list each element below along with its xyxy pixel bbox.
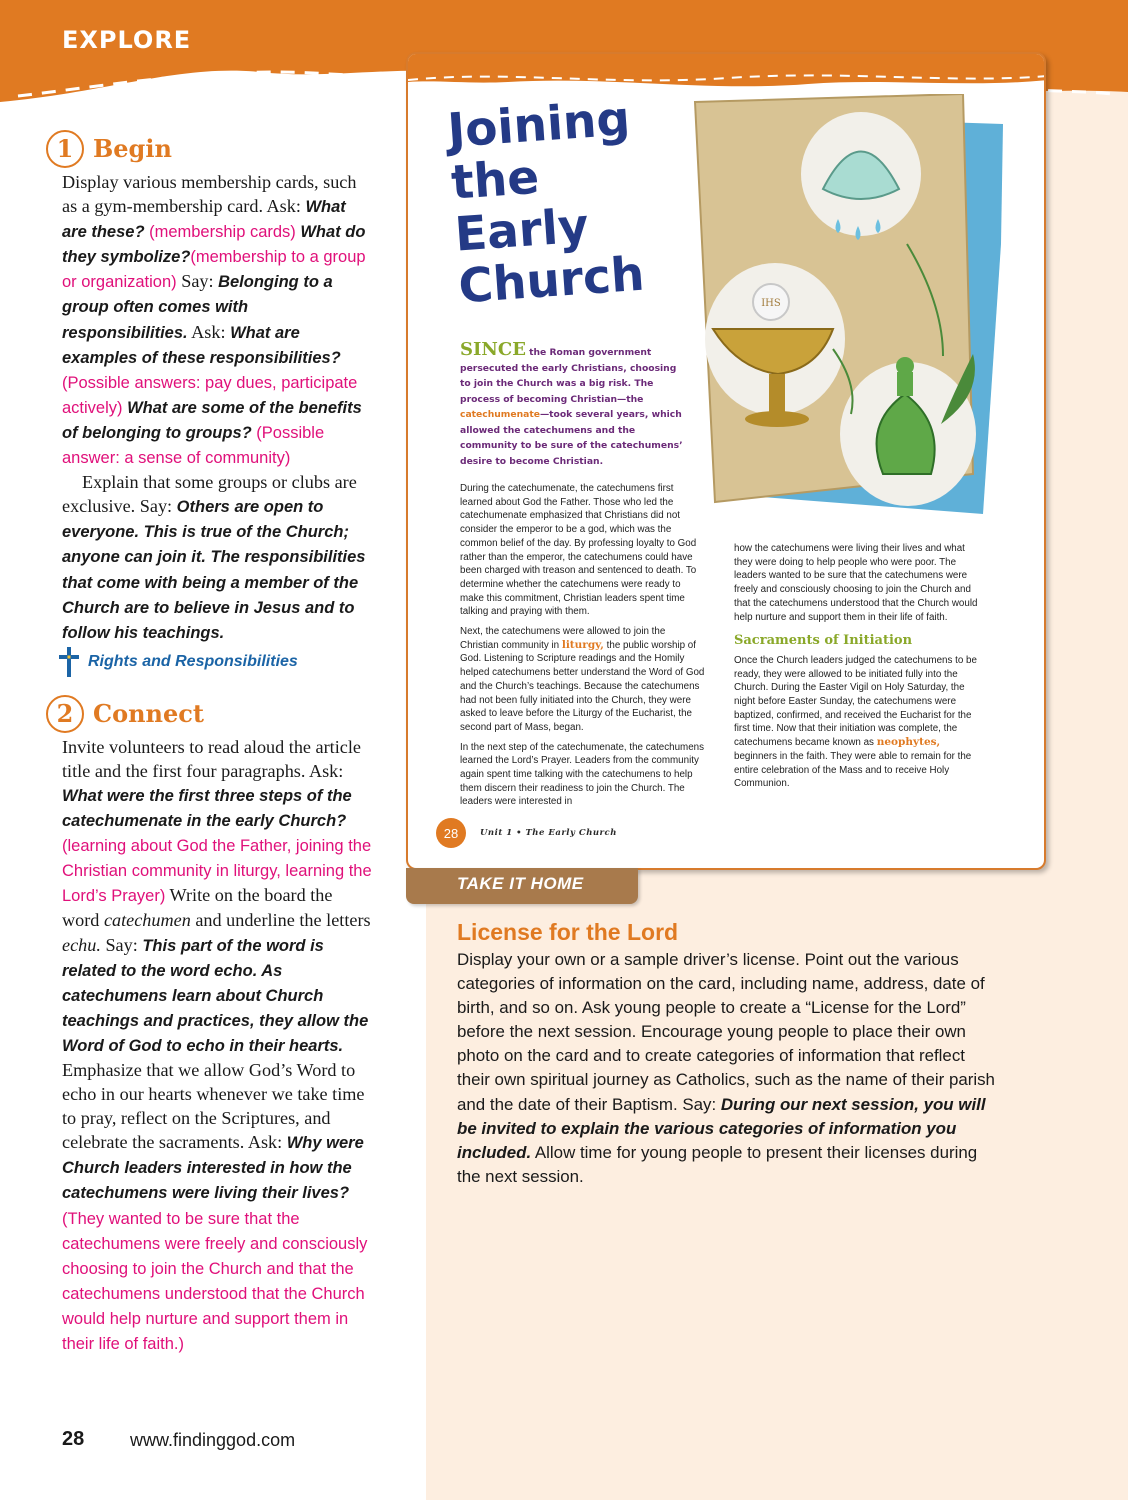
connect-question: Why were Church leaders interested in how the catechumens were living their lives? <box>62 1134 364 1203</box>
begin-question: Belonging to a group often comes with responsibilities. <box>62 273 333 342</box>
host-label: IHS <box>761 298 781 309</box>
title-line: the <box>449 149 541 211</box>
sacraments-illustration <box>683 94 1013 514</box>
chalice-base <box>745 411 809 427</box>
article-paragraph: During the catechumenate, the catechumens first learned about God the Father. Those who led the catechumenate emphasized that Christians did not consider the emperor to be a god, which was the common belief of the day. By professing loyalty to God rather than the emperor, the catechumens could have been charged with treason and sentenced to death. To determine whether the catechumens were ready to make this commitment, Christian leaders spent time talking and praying with them. <box>460 483 697 618</box>
unit-label: Unit 1 • The Early Church <box>480 828 617 838</box>
title-line: Church <box>456 246 647 315</box>
website-link[interactable]: www.findinggod.com <box>130 1430 296 1450</box>
intro-dropcap: SINCE <box>460 339 526 360</box>
rights-label: Rights and Responsibilities <box>88 652 298 670</box>
begin-heading <box>46 130 372 168</box>
connect-title: Connect <box>93 698 204 728</box>
article-text: Next, the catechumens were allowed to join the Christian community in <box>460 626 666 651</box>
connect-heading <box>46 695 372 733</box>
chalice-stem <box>769 374 785 414</box>
article-column-1 <box>460 482 705 815</box>
section-label: EXPLORE <box>62 26 192 54</box>
article-paragraph <box>460 625 705 735</box>
connect-text: Say: <box>105 934 138 955</box>
begin-question: What do they symbolize? <box>62 223 366 267</box>
teacher-notes <box>56 130 372 1356</box>
article-paragraph: how the catechumens were living their lives and what they were doing to help people who were poor. The leaders wanted to be sure that the catechumens were freely and consciously choosing to join the Church and that the catechumens understood that the Church would help nurture and support them in their life of faith. <box>734 543 978 623</box>
activity-text: Allow time for young people to present their licenses during the next session. <box>457 1142 978 1186</box>
begin-text: Explain that some groups or clubs are exclusive. Say: <box>62 472 357 517</box>
article-intro <box>460 339 690 469</box>
key-term: liturgy, <box>561 638 604 651</box>
article-text: Once the Church leaders judged the catechumens to be ready, they were allowed to be initiated fully into the Church. During the Easter Vigil on Holy Saturday, the night before Easter Sunday, the catechumens were baptized, confirmed, and received the Eucharist for the first time. Now that their initiation was complete, the catechumens became known as <box>734 654 977 749</box>
vessel-neck <box>897 372 913 396</box>
begin-answer: (membership to a group or organization) <box>62 248 366 292</box>
vessel-stopper <box>896 357 914 375</box>
title-line: Joining <box>445 91 632 159</box>
begin-text: Say: <box>181 271 214 292</box>
begin-paragraph-2 <box>62 470 372 645</box>
article-text: beginners in the faith. They were able to remain for the entire celebration of the Mass and to receive Holy Communion. <box>734 750 972 790</box>
article-column-2 <box>734 542 979 797</box>
begin-answer: (Possible answers: pay dues, participate actively) <box>62 373 358 417</box>
key-term: neophytes, <box>876 736 941 749</box>
begin-question: Others are open to everyone. This is true of the Church; anyone can join it. The responsibilities that come with being a member of the Church are to believe in Jesus and to follow his teachings. <box>62 498 366 642</box>
take-it-home-label: TAKE IT HOME <box>457 874 584 893</box>
take-it-home-section <box>457 916 1002 1189</box>
begin-answer: (membership cards) <box>149 223 296 242</box>
connect-word: catechumen <box>103 910 191 931</box>
step-number-1: 1 <box>46 130 84 168</box>
step-number-2: 2 <box>46 695 84 733</box>
student-page-number: 28 <box>436 818 466 848</box>
student-page-preview <box>406 52 1046 870</box>
begin-answer: (Possible answer: a sense of community) <box>62 423 325 468</box>
connect-paragraph <box>62 735 372 1356</box>
intro-text: —took several years, which allowed the catechumens and the community to be sure of the catechumens’ desire to become Christian. <box>460 409 683 467</box>
title-line: Early <box>453 198 591 263</box>
page-number: 28 <box>62 1428 85 1450</box>
article-title <box>446 89 700 313</box>
begin-paragraph-1 <box>62 170 372 470</box>
activity-text: Display your own or a sample driver’s license. Point out the various categories of information on the card, including name, address, date of birth, and so on. Ask young people to create a “License for the Lord” before the next session. Encourage young people to place their own photo on the card and to create categories of information that reflect their own spiritual journey as Catholics, such as the name of their parish and the date of their Baptism. Say: <box>457 950 995 1114</box>
connect-answer: (learning about God the Father, joining the Christian community in liturgy, learning the Lord’s Prayer) <box>62 837 372 906</box>
rights-responsibilities-link[interactable] <box>58 647 372 677</box>
connect-word: echu. <box>62 934 101 955</box>
key-term: catechumenate <box>460 409 540 420</box>
connect-text: Write on the board the word <box>62 885 333 931</box>
connect-text: Emphasize that we allow God’s Word to echo in our hearts whenever we take time to pray, reflect on the Scriptures, and celebrate the sacraments. Ask: <box>62 1060 365 1153</box>
begin-title: Begin <box>93 133 172 163</box>
begin-question: What are examples of these responsibilities? <box>62 323 341 367</box>
activity-question: During our next session, you will be invited to explain the various categories of information you included. <box>457 1094 986 1162</box>
article-text: the public worship of God. Listening to Scripture readings and the Homily helped catechumens better understand the Word of God and the Church’s teachings. Because the catechumens had not been fully initiated into the Church, they were asked to leave before the Liturgy of the Eucharist, the second part of Mass, began. <box>460 639 705 733</box>
connect-answer: (They wanted to be sure that the catechumens were freely and consciously choosing to join the Church and that the catechumens understood that the Church would help nurture and support them in their life of faith.) <box>62 1209 368 1354</box>
intro-text: the Roman government persecuted the early Christians, choosing to join the Church was a big risk. The process of becoming Christian—the <box>460 347 677 405</box>
connect-question: What were the first three steps of the catechumenate in the early Church? <box>62 786 352 831</box>
article-paragraph <box>734 654 979 791</box>
activity-paragraph <box>457 948 1002 1189</box>
article-subheading: Sacraments of Initiation <box>734 633 913 649</box>
begin-text: Display various membership cards, such as a gym-membership card. Ask: <box>62 172 357 217</box>
connect-question: This part of the word is related to the word echo. As catechumens learn about Church teachings and practices, they allow the Word of God to echo in their hearts. <box>62 936 369 1055</box>
begin-question: What are these? <box>62 198 346 242</box>
begin-question: What are some of the benefits of belonging to groups? <box>62 398 362 442</box>
begin-text: Ask: <box>191 321 226 342</box>
connect-text: Invite volunteers to read aloud the article title and the first four paragraphs. Ask: <box>62 736 361 781</box>
article-paragraph: In the next step of the catechumenate, the catechumens learned the Lord’s Prayer. Leaders from the community again spent time talking with the catechumens to help them discern their readiness to join the Church. The leaders were interested in <box>460 741 704 808</box>
activity-title: License for the Lord <box>457 919 679 945</box>
cross-icon <box>58 647 80 677</box>
connect-text: and underline the letters <box>195 910 371 931</box>
